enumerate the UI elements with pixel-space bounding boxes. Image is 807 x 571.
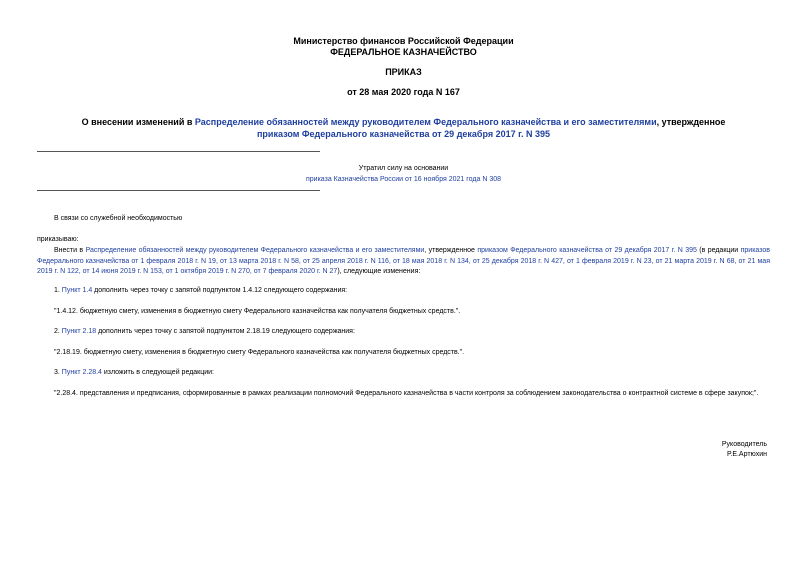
document-type: ПРИКАЗ — [385, 67, 422, 77]
item-2 — [37, 327, 770, 338]
p3-text-c: (в редакции — [696, 247, 741, 254]
signature-name: Р.Е.Артюхин — [727, 451, 767, 458]
item-2-link[interactable]: Пункт 2.18 — [61, 328, 97, 335]
divider-top — [37, 151, 320, 152]
item-2-number: 2. — [54, 328, 62, 335]
body-paragraph-1: В связи со служебной необходимостью — [54, 215, 183, 222]
title-link-distribution[interactable]: Распределение обязанностей между руководителем Федерального казначейства и его заместителями — [194, 117, 657, 127]
p3-link-distribution[interactable]: Распределение обязанностей между руководителем Федерального казначейства и его заместителями — [85, 247, 425, 254]
item-3-link[interactable]: Пункт 2.28.4 — [61, 369, 102, 376]
item-3-number: 3. — [54, 369, 62, 376]
item-1-quote: "1.4.12. бюджетную смету, изменения в бюджетную смету Федерального казначейства как получателя бюджетных средств.". — [54, 308, 461, 315]
body-paragraph-2: приказываю: — [37, 236, 79, 243]
item-1 — [37, 286, 770, 297]
title-middle: , утвержденное — [656, 117, 726, 127]
signature-position: Руководитель — [721, 441, 767, 448]
title-link-order[interactable]: приказом Федерального казначейства от 29 декабря 2017 г. N 395 — [257, 129, 550, 139]
p3-text-a: Внести в — [54, 247, 86, 254]
status-note-link-wrap — [0, 175, 807, 185]
p3-text-b: , утвержденное — [424, 247, 478, 254]
body-paragraph-3 — [37, 246, 770, 278]
item-1-text: дополнить через точку с запятой подпунктом 1.4.12 следующего содержания: — [92, 287, 348, 294]
status-note-link[interactable]: приказа Казначейства России от 16 ноября 2021 года N 308 — [305, 176, 502, 183]
item-3-text: изложить в следующей редакции: — [101, 369, 215, 376]
agency-name: ФЕДЕРАЛЬНОЕ КАЗНАЧЕЙСТВО — [330, 47, 477, 57]
item-1-number: 1. — [54, 287, 62, 294]
item-3 — [37, 368, 770, 379]
document-title — [60, 116, 747, 140]
p3-text-d: ), следующие изменения: — [337, 268, 421, 275]
item-1-link[interactable]: Пункт 1.4 — [61, 287, 93, 294]
status-note-line: Утратил силу на основании — [358, 165, 449, 172]
item-2-quote: "2.18.19. бюджетную смету, изменения в бюджетную смету Федерального казначейства как получателя бюджетных средств.". — [54, 349, 465, 356]
title-prefix: О внесении изменений в — [81, 117, 195, 127]
ministry-name: Министерство финансов Российской Федерации — [293, 36, 514, 46]
item-2-text: дополнить через точку с запятой подпунктом 2.18.19 следующего содержания: — [96, 328, 355, 335]
document-date-number: от 28 мая 2020 года N 167 — [347, 87, 460, 97]
p3-link-order[interactable]: приказом Федерального казначейства от 29 декабря 2017 г. N 395 — [477, 247, 697, 254]
item-3-quote: "2.28.4. представления и предписания, сформированные в рамках реализации полномочий Федерального казначейства в части контроля за соблюдением законодательства о контрактной системе в сфере закупок;". — [54, 390, 759, 397]
p3-link-amendments[interactable]: приказов Федерального казначейства от 1 февраля 2018 г. N 19, от 13 марта 2018 г. N 58, от 25 апреля 2018 г. N 116, от 18 мая 2018 г. N 134, от 25 декабря 2018 г. N 427, от 1 февраля 2019 г. N 23, от 21 марта 2019 г. N 68, от 21 мая 2019 г. N 122, от 14 июня 2019 г. N 153, от 1 октября 2019 г. N 270, от 7 февраля 2020 г. N 27 — [37, 247, 770, 275]
divider-bottom — [37, 190, 320, 191]
